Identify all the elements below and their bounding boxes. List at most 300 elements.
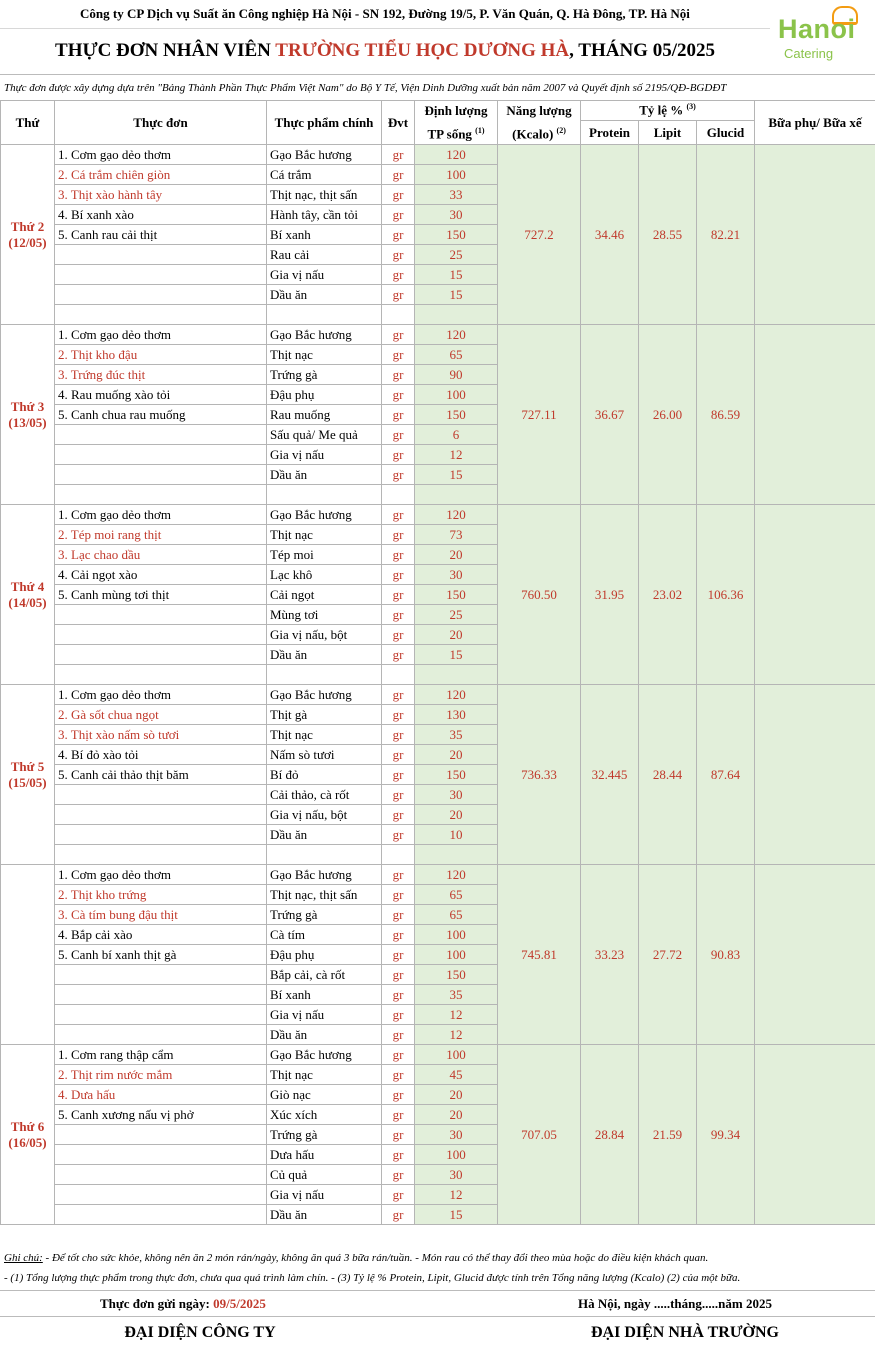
dish-cell: [55, 445, 267, 465]
food-cell: Trứng gà: [267, 365, 382, 385]
food-cell: Cải ngọt: [267, 585, 382, 605]
notes-line-1: [0, 1248, 875, 1268]
food-cell: Tép moi: [267, 545, 382, 565]
food-cell: Trứng gà: [267, 905, 382, 925]
food-cell: Gia vị nấu, bột: [267, 805, 382, 825]
col-ratio: [581, 101, 755, 121]
glucid-cell: 106.36: [697, 505, 755, 685]
unit-cell: gr: [382, 385, 415, 405]
col-lipit: Lipit: [639, 121, 697, 145]
col-energy-label: Năng lượng (Kcalo): [506, 103, 572, 142]
qty-cell: 73: [415, 525, 498, 545]
qty-cell: 65: [415, 885, 498, 905]
dish-cell: [55, 305, 267, 325]
company-representative: ĐẠI DIỆN CÔNG TY: [124, 1324, 276, 1341]
protein-cell: 36.67: [581, 325, 639, 505]
dish-cell: 3. Thịt xào nấm sò tươi: [55, 725, 267, 745]
dish-cell: 1. Cơm gạo dẻo thơm: [55, 865, 267, 885]
food-cell: Nấm sò tươi: [267, 745, 382, 765]
food-cell: Gia vị nấu, bột: [267, 625, 382, 645]
col-unit: Đvt: [382, 101, 415, 145]
food-cell: Rau muống: [267, 405, 382, 425]
qty-cell: 150: [415, 585, 498, 605]
protein-cell: 34.46: [581, 145, 639, 325]
unit-cell: [382, 665, 415, 685]
unit-cell: gr: [382, 965, 415, 985]
unit-cell: gr: [382, 505, 415, 525]
protein-cell: 31.95: [581, 505, 639, 685]
qty-cell: 100: [415, 1145, 498, 1165]
unit-cell: gr: [382, 1065, 415, 1085]
food-cell: Bí xanh: [267, 985, 382, 1005]
dish-cell: [55, 805, 267, 825]
unit-cell: gr: [382, 365, 415, 385]
day-date: (14/05): [8, 594, 47, 610]
unit-cell: [382, 305, 415, 325]
glucid-cell: 90.83: [697, 865, 755, 1045]
qty-cell: 150: [415, 965, 498, 985]
energy-cell: 707.05: [498, 1045, 581, 1225]
food-cell: Thịt nạc: [267, 525, 382, 545]
col-glucid: Glucid: [697, 121, 755, 145]
food-cell: Gia vị nấu: [267, 445, 382, 465]
qty-cell: 65: [415, 345, 498, 365]
lipit-cell: 26.00: [639, 325, 697, 505]
extra-meal-cell: [755, 325, 875, 505]
food-cell: Thịt nạc: [267, 725, 382, 745]
day-cell: [1, 145, 55, 325]
school-representative: ĐẠI DIỆN NHÀ TRƯỜNG: [590, 1324, 779, 1341]
food-cell: Gạo Bắc hương: [267, 325, 382, 345]
qty-cell: 30: [415, 1165, 498, 1185]
dish-cell: 2. Thịt kho đậu: [55, 345, 267, 365]
food-cell: Bí xanh: [267, 225, 382, 245]
dish-cell: [55, 1205, 267, 1225]
food-cell: Dầu ăn: [267, 825, 382, 845]
qty-cell: 120: [415, 325, 498, 345]
food-cell: Rau cải: [267, 245, 382, 265]
food-cell: Dầu ăn: [267, 465, 382, 485]
qty-cell: 30: [415, 1125, 498, 1145]
page-title: [0, 28, 770, 74]
qty-cell: 12: [415, 1005, 498, 1025]
unit-cell: gr: [382, 545, 415, 565]
unit-cell: gr: [382, 925, 415, 945]
protein-cell: 28.84: [581, 1045, 639, 1225]
food-cell: Dầu ăn: [267, 1205, 382, 1225]
food-cell: Thịt nạc, thịt sấn: [267, 885, 382, 905]
lipit-cell: 28.44: [639, 685, 697, 865]
unit-cell: gr: [382, 165, 415, 185]
qty-cell: 35: [415, 985, 498, 1005]
dish-cell: [55, 965, 267, 985]
unit-cell: gr: [382, 725, 415, 745]
food-cell: Dầu ăn: [267, 1025, 382, 1045]
unit-cell: gr: [382, 225, 415, 245]
menu-basis-note: Thực đơn được xây dựng dựa trên "Bảng Thành Phần Thực Phẩm Việt Nam" do Bộ Y Tế, Viện Dinh Dưỡng xuất bản năm 2007 và Quyết định số 2195/QĐ-BGDĐT: [0, 74, 875, 100]
qty-cell: 120: [415, 505, 498, 525]
dish-cell: [55, 265, 267, 285]
unit-cell: gr: [382, 445, 415, 465]
unit-cell: gr: [382, 145, 415, 165]
dish-cell: [55, 1165, 267, 1185]
col-qty-sup: (1): [475, 126, 485, 135]
qty-cell: 45: [415, 1065, 498, 1085]
day-cell: [1, 865, 55, 1045]
col-extra: Bữa phụ/ Bữa xế: [755, 101, 875, 145]
logo-wordmark: Hanoi: [778, 14, 856, 44]
day-date: (12/05): [8, 234, 47, 250]
qty-cell: 15: [415, 1205, 498, 1225]
unit-cell: gr: [382, 1125, 415, 1145]
day-cell: [1, 685, 55, 865]
qty-cell: 65: [415, 905, 498, 925]
food-cell: [267, 305, 382, 325]
unit-cell: gr: [382, 325, 415, 345]
unit-cell: gr: [382, 1045, 415, 1065]
food-cell: Cá trắm: [267, 165, 382, 185]
dish-cell: 4. Dưa hấu: [55, 1085, 267, 1105]
dish-cell: 1. Cơm rang thập cẩm: [55, 1045, 267, 1065]
dish-cell: 3. Thịt xào hành tây: [55, 185, 267, 205]
day-label: Thứ 4: [10, 578, 45, 594]
col-energy-sup: (2): [556, 126, 566, 135]
unit-cell: gr: [382, 245, 415, 265]
day-date: (16/05): [8, 1134, 47, 1150]
food-cell: Gia vị nấu: [267, 265, 382, 285]
qty-cell: 10: [415, 825, 498, 845]
dish-cell: [55, 1125, 267, 1145]
sent-date: [100, 1296, 266, 1312]
unit-cell: gr: [382, 745, 415, 765]
unit-cell: gr: [382, 1005, 415, 1025]
dish-cell: 5. Canh mùng tơi thịt: [55, 585, 267, 605]
food-cell: Gạo Bắc hương: [267, 145, 382, 165]
food-cell: Cải thảo, cà rốt: [267, 785, 382, 805]
qty-cell: 150: [415, 765, 498, 785]
table-row: [1, 1045, 875, 1065]
dish-cell: 4. Cải ngọt xào: [55, 565, 267, 585]
food-cell: Hành tây, cần tỏi: [267, 205, 382, 225]
lipit-cell: 27.72: [639, 865, 697, 1045]
qty-cell: [415, 665, 498, 685]
food-cell: Gạo Bắc hương: [267, 865, 382, 885]
dish-cell: 4. Bí xanh xào: [55, 205, 267, 225]
dish-cell: 2. Thịt rim nước mắm: [55, 1065, 267, 1085]
company-logo: [770, 6, 875, 74]
food-cell: Thịt nạc: [267, 345, 382, 365]
dish-cell: 1. Cơm gạo dẻo thơm: [55, 685, 267, 705]
extra-meal-cell: [755, 505, 875, 685]
qty-cell: 15: [415, 465, 498, 485]
unit-cell: gr: [382, 1025, 415, 1045]
day-label: Thứ 2: [10, 218, 45, 234]
day-cell: [1, 1045, 55, 1225]
protein-cell: 33.23: [581, 865, 639, 1045]
unit-cell: gr: [382, 465, 415, 485]
unit-cell: [382, 485, 415, 505]
unit-cell: gr: [382, 1105, 415, 1125]
dish-cell: 3. Lạc chao dầu: [55, 545, 267, 565]
unit-cell: gr: [382, 525, 415, 545]
day-date: (15/05): [8, 774, 47, 790]
lipit-cell: 28.55: [639, 145, 697, 325]
unit-cell: gr: [382, 785, 415, 805]
dish-cell: 4. Bí đỏ xào tỏi: [55, 745, 267, 765]
place-date: Hà Nội, ngày .....tháng.....năm 2025: [578, 1296, 772, 1311]
qty-cell: 100: [415, 945, 498, 965]
food-cell: Xúc xích: [267, 1105, 382, 1125]
extra-meal-cell: [755, 865, 875, 1045]
dish-cell: 2. Cá trắm chiên giòn: [55, 165, 267, 185]
qty-cell: [415, 845, 498, 865]
dish-cell: [55, 625, 267, 645]
food-cell: Đậu phụ: [267, 385, 382, 405]
dish-cell: 1. Cơm gạo dẻo thơm: [55, 505, 267, 525]
unit-cell: gr: [382, 1185, 415, 1205]
dish-cell: 2. Tép moi rang thịt: [55, 525, 267, 545]
food-cell: Cà tím: [267, 925, 382, 945]
sent-date-value: 09/5/2025: [213, 1296, 266, 1311]
unit-cell: gr: [382, 585, 415, 605]
food-cell: Giò nạc: [267, 1085, 382, 1105]
dish-cell: [55, 1185, 267, 1205]
unit-cell: gr: [382, 765, 415, 785]
qty-cell: 33: [415, 185, 498, 205]
food-cell: [267, 665, 382, 685]
energy-cell: 727.11: [498, 325, 581, 505]
dish-cell: [55, 285, 267, 305]
food-cell: Gia vị nấu: [267, 1005, 382, 1025]
food-cell: Mùng tơi: [267, 605, 382, 625]
unit-cell: gr: [382, 1165, 415, 1185]
dish-cell: [55, 825, 267, 845]
unit-cell: gr: [382, 865, 415, 885]
qty-cell: 35: [415, 725, 498, 745]
qty-cell: 120: [415, 865, 498, 885]
dish-cell: 2. Thịt kho trứng: [55, 885, 267, 905]
dish-cell: [55, 645, 267, 665]
dish-cell: [55, 985, 267, 1005]
unit-cell: gr: [382, 185, 415, 205]
unit-cell: gr: [382, 705, 415, 725]
qty-cell: 12: [415, 1185, 498, 1205]
unit-cell: gr: [382, 985, 415, 1005]
unit-cell: gr: [382, 285, 415, 305]
unit-cell: gr: [382, 645, 415, 665]
dish-cell: 2. Gà sốt chua ngọt: [55, 705, 267, 725]
extra-meal-cell: [755, 685, 875, 865]
dish-cell: 1. Cơm gạo dẻo thơm: [55, 325, 267, 345]
unit-cell: gr: [382, 905, 415, 925]
day-label: Thứ 5: [10, 758, 45, 774]
qty-cell: 150: [415, 405, 498, 425]
company-header: Công ty CP Dịch vụ Suất ăn Công nghiệp Hà Nội - SN 192, Đường 19/5, P. Văn Quán, Q. Hà Đông, TP. Hà Nội: [0, 0, 770, 29]
qty-cell: 15: [415, 285, 498, 305]
qty-cell: 30: [415, 565, 498, 585]
qty-cell: 20: [415, 805, 498, 825]
day-label: Thứ 3: [10, 398, 45, 414]
day-cell: [1, 325, 55, 505]
dish-cell: 4. Rau muống xào tỏi: [55, 385, 267, 405]
qty-cell: 120: [415, 685, 498, 705]
qty-cell: 12: [415, 1025, 498, 1045]
food-cell: Gạo Bắc hương: [267, 505, 382, 525]
dish-cell: [55, 1145, 267, 1165]
notes-line-2: - (1) Tổng lượng thực phẩm trong thực đơn, chưa qua quá trình làm chín. - (3) Tỷ lệ % Protein, Lipit, Glucid được tính trên Tổng năng lượng (Kcalo) (2) của một bữa.: [4, 1272, 741, 1284]
qty-cell: 20: [415, 745, 498, 765]
unit-cell: gr: [382, 685, 415, 705]
energy-cell: 736.33: [498, 685, 581, 865]
title-school: TRƯỜNG TIỂU HỌC DƯƠNG HÀ: [275, 40, 570, 61]
dish-cell: [55, 425, 267, 445]
unit-cell: gr: [382, 885, 415, 905]
food-cell: [267, 845, 382, 865]
dish-cell: [55, 245, 267, 265]
protein-cell: 32.445: [581, 685, 639, 865]
qty-cell: 100: [415, 165, 498, 185]
glucid-cell: 86.59: [697, 325, 755, 505]
unit-cell: gr: [382, 425, 415, 445]
day-date: (13/05): [8, 414, 47, 430]
dish-cell: 5. Canh xương nấu vị phở: [55, 1105, 267, 1125]
dish-cell: [55, 485, 267, 505]
title-prefix: THỰC ĐƠN NHÂN VIÊN: [55, 40, 276, 61]
unit-cell: [382, 845, 415, 865]
sent-label: Thực đơn gửi ngày:: [100, 1296, 214, 1311]
qty-cell: 20: [415, 625, 498, 645]
qty-cell: 12: [415, 445, 498, 465]
dish-cell: [55, 845, 267, 865]
qty-cell: 6: [415, 425, 498, 445]
table-row: [1, 505, 875, 525]
food-cell: Thịt gà: [267, 705, 382, 725]
food-cell: Trứng gà: [267, 1125, 382, 1145]
unit-cell: gr: [382, 405, 415, 425]
col-qty: [415, 101, 498, 145]
menu-table: [0, 100, 875, 1225]
food-cell: Đậu phụ: [267, 945, 382, 965]
qty-cell: 100: [415, 925, 498, 945]
food-cell: Gạo Bắc hương: [267, 1045, 382, 1065]
notes-label: Ghi chú:: [4, 1252, 43, 1264]
dish-cell: [55, 785, 267, 805]
qty-cell: 100: [415, 385, 498, 405]
qty-cell: 30: [415, 205, 498, 225]
unit-cell: gr: [382, 625, 415, 645]
col-qty-label: Định lượng TP sống: [424, 103, 488, 142]
qty-cell: 20: [415, 545, 498, 565]
qty-cell: 15: [415, 265, 498, 285]
extra-meal-cell: [755, 1045, 875, 1225]
dish-cell: 3. Trứng đúc thịt: [55, 365, 267, 385]
food-cell: Thịt nạc: [267, 1065, 382, 1085]
qty-cell: 100: [415, 1045, 498, 1065]
food-cell: Bí đỏ: [267, 765, 382, 785]
food-cell: Dầu ăn: [267, 285, 382, 305]
energy-cell: 760.50: [498, 505, 581, 685]
qty-cell: 15: [415, 645, 498, 665]
unit-cell: gr: [382, 1085, 415, 1105]
dish-cell: [55, 665, 267, 685]
dish-cell: 5. Canh bí xanh thịt gà: [55, 945, 267, 965]
qty-cell: 150: [415, 225, 498, 245]
col-protein: Protein: [581, 121, 639, 145]
food-cell: Sấu quả/ Me quả: [267, 425, 382, 445]
qty-cell: 130: [415, 705, 498, 725]
unit-cell: gr: [382, 265, 415, 285]
dish-cell: [55, 1025, 267, 1045]
qty-cell: 25: [415, 605, 498, 625]
dish-cell: 1. Cơm gạo dẻo thơm: [55, 145, 267, 165]
qty-cell: 20: [415, 1105, 498, 1125]
dish-cell: 4. Bắp cải xào: [55, 925, 267, 945]
unit-cell: gr: [382, 1145, 415, 1165]
qty-cell: [415, 485, 498, 505]
food-cell: Gia vị nấu: [267, 1185, 382, 1205]
food-cell: Lạc khô: [267, 565, 382, 585]
unit-cell: gr: [382, 825, 415, 845]
unit-cell: gr: [382, 805, 415, 825]
title-suffix: , THÁNG 05/2025: [569, 40, 715, 61]
dish-cell: 5. Canh chua rau muống: [55, 405, 267, 425]
energy-cell: 727.2: [498, 145, 581, 325]
lipit-cell: 21.59: [639, 1045, 697, 1225]
glucid-cell: 99.34: [697, 1045, 755, 1225]
table-row: [1, 325, 875, 345]
food-cell: Củ quả: [267, 1165, 382, 1185]
unit-cell: gr: [382, 205, 415, 225]
unit-cell: gr: [382, 345, 415, 365]
food-cell: Gạo Bắc hương: [267, 685, 382, 705]
dish-cell: 3. Cà tím bung đậu thịt: [55, 905, 267, 925]
table-row: [1, 145, 875, 165]
col-menu: Thực đơn: [55, 101, 267, 145]
dish-cell: [55, 605, 267, 625]
day-cell: [1, 505, 55, 685]
unit-cell: gr: [382, 565, 415, 585]
food-cell: [267, 485, 382, 505]
energy-cell: 745.81: [498, 865, 581, 1045]
qty-cell: 120: [415, 145, 498, 165]
dish-cell: [55, 465, 267, 485]
table-row: [1, 685, 875, 705]
unit-cell: gr: [382, 945, 415, 965]
extra-meal-cell: [755, 145, 875, 325]
table-row: [1, 865, 875, 885]
qty-cell: [415, 305, 498, 325]
col-ratio-label: Tỷ lệ %: [639, 102, 684, 118]
dish-cell: 5. Canh rau cải thịt: [55, 225, 267, 245]
qty-cell: 25: [415, 245, 498, 265]
col-energy: [498, 101, 581, 145]
food-cell: Bắp cải, cà rốt: [267, 965, 382, 985]
col-food: Thực phẩm chính: [267, 101, 382, 145]
dish-cell: [55, 1005, 267, 1025]
unit-cell: gr: [382, 1205, 415, 1225]
glucid-cell: 87.64: [697, 685, 755, 865]
glucid-cell: 82.21: [697, 145, 755, 325]
food-cell: Dầu ăn: [267, 645, 382, 665]
unit-cell: gr: [382, 605, 415, 625]
qty-cell: 20: [415, 1085, 498, 1105]
day-label: Thứ 6: [10, 1118, 45, 1134]
qty-cell: 90: [415, 365, 498, 385]
logo-subtext: Catering: [784, 46, 834, 61]
lipit-cell: 23.02: [639, 505, 697, 685]
food-cell: Thịt nạc, thịt sấn: [267, 185, 382, 205]
col-day: Thứ: [1, 101, 55, 145]
